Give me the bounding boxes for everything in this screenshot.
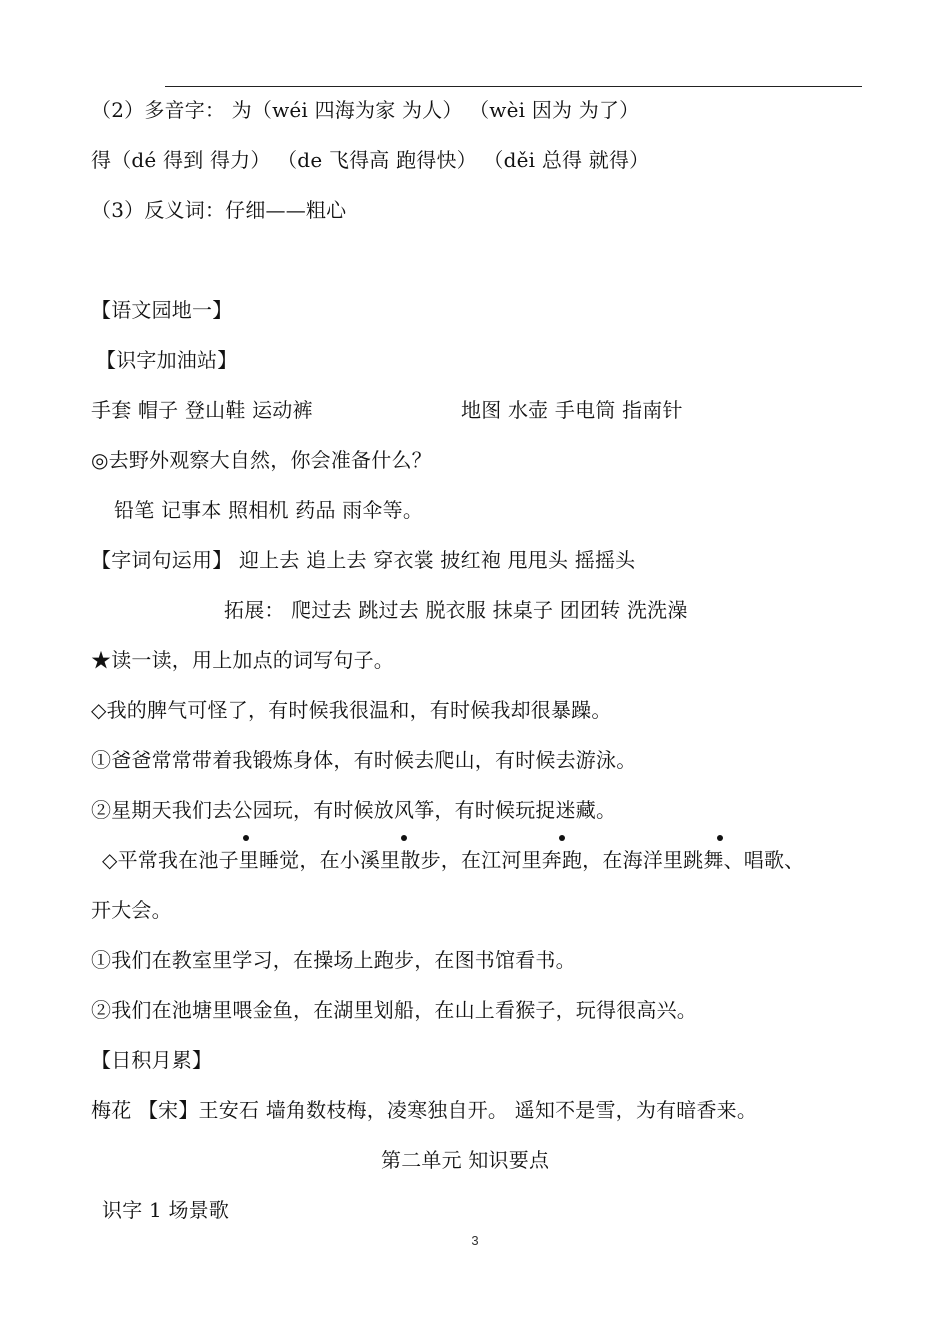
word-usage-line: 【字词句运用】 迎上去 追上去 穿衣裳 披红袍 甩甩头 摇摇头 xyxy=(91,548,636,572)
emphasis-dot xyxy=(401,835,407,841)
polyphone-line-2: 得（dé 得到 得力） （de 飞得高 跑得快） （děi 总得 就得） xyxy=(91,148,650,172)
extension-line: 拓展： 爬过去 跳过去 脱衣服 抹桌子 团团转 洗洗澡 xyxy=(224,598,688,622)
example-sentence-2: ◇平常我在池子里睡觉，在小溪里散步，在江河里奔跑，在海洋里跳舞、唱歌、 xyxy=(102,848,805,872)
subheading-shizi-jiayouzhan: 【识字加油站】 xyxy=(96,348,238,372)
emphasis-dot xyxy=(243,835,249,841)
emphasis-dot xyxy=(717,835,723,841)
instruction-line: ★读一读，用上加点的词写句子。 xyxy=(91,648,394,672)
word-list-1 xyxy=(91,397,313,423)
practice-sentence-2a: ①我们在教室里学习，在操场上跑步，在图书馆看书。 xyxy=(91,948,576,972)
section-heading-yuwen-yuandi: 【语文园地一】 xyxy=(91,298,233,322)
example-sentence-2-cont: 开大会。 xyxy=(91,898,172,922)
lesson-title: 识字 1 场景歌 xyxy=(102,1198,230,1222)
poem-line: 梅花 【宋】王安石 墙角数枝梅，凌寒独自开。 遥知不是雪，为有暗香来。 xyxy=(91,1098,758,1122)
emphasis-dot xyxy=(559,835,565,841)
practice-sentence-1b: ②星期天我们去公园玩，有时候放风筝，有时候玩捉迷藏。 xyxy=(91,798,617,822)
header-rule xyxy=(165,86,862,87)
example-sentence-1: ◇我的脾气可怪了，有时候我很温和，有时候我却很暴躁。 xyxy=(91,698,612,722)
practice-sentence-2b: ②我们在池塘里喂金鱼，在湖里划船，在山上看猴子，玩得很高兴。 xyxy=(91,998,697,1022)
subheading-riji-yuelei: 【日积月累】 xyxy=(91,1048,213,1072)
answer-line: 铅笔 记事本 照相机 药品 雨伞等。 xyxy=(114,498,424,522)
question-line: ◎去野外观察大自然，你会准备什么？ xyxy=(91,448,432,472)
word-list-1-a: 手套 帽子 登山鞋 运动裤 xyxy=(91,398,313,422)
page-number: 3 xyxy=(471,1233,479,1248)
word-list-1-b: 地图 水壶 手电筒 指南针 xyxy=(461,398,683,422)
practice-sentence-1a: ①爸爸常常带着我锻炼身体，有时候去爬山，有时候去游泳。 xyxy=(91,748,637,772)
unit-heading: 第二单元 知识要点 xyxy=(381,1148,550,1172)
polyphone-line-1: （2）多音字： 为（wéi 四海为家 为人） （wèi 因为 为了） xyxy=(91,98,640,122)
antonym-line: （3）反义词：仔细——粗心 xyxy=(91,198,347,222)
